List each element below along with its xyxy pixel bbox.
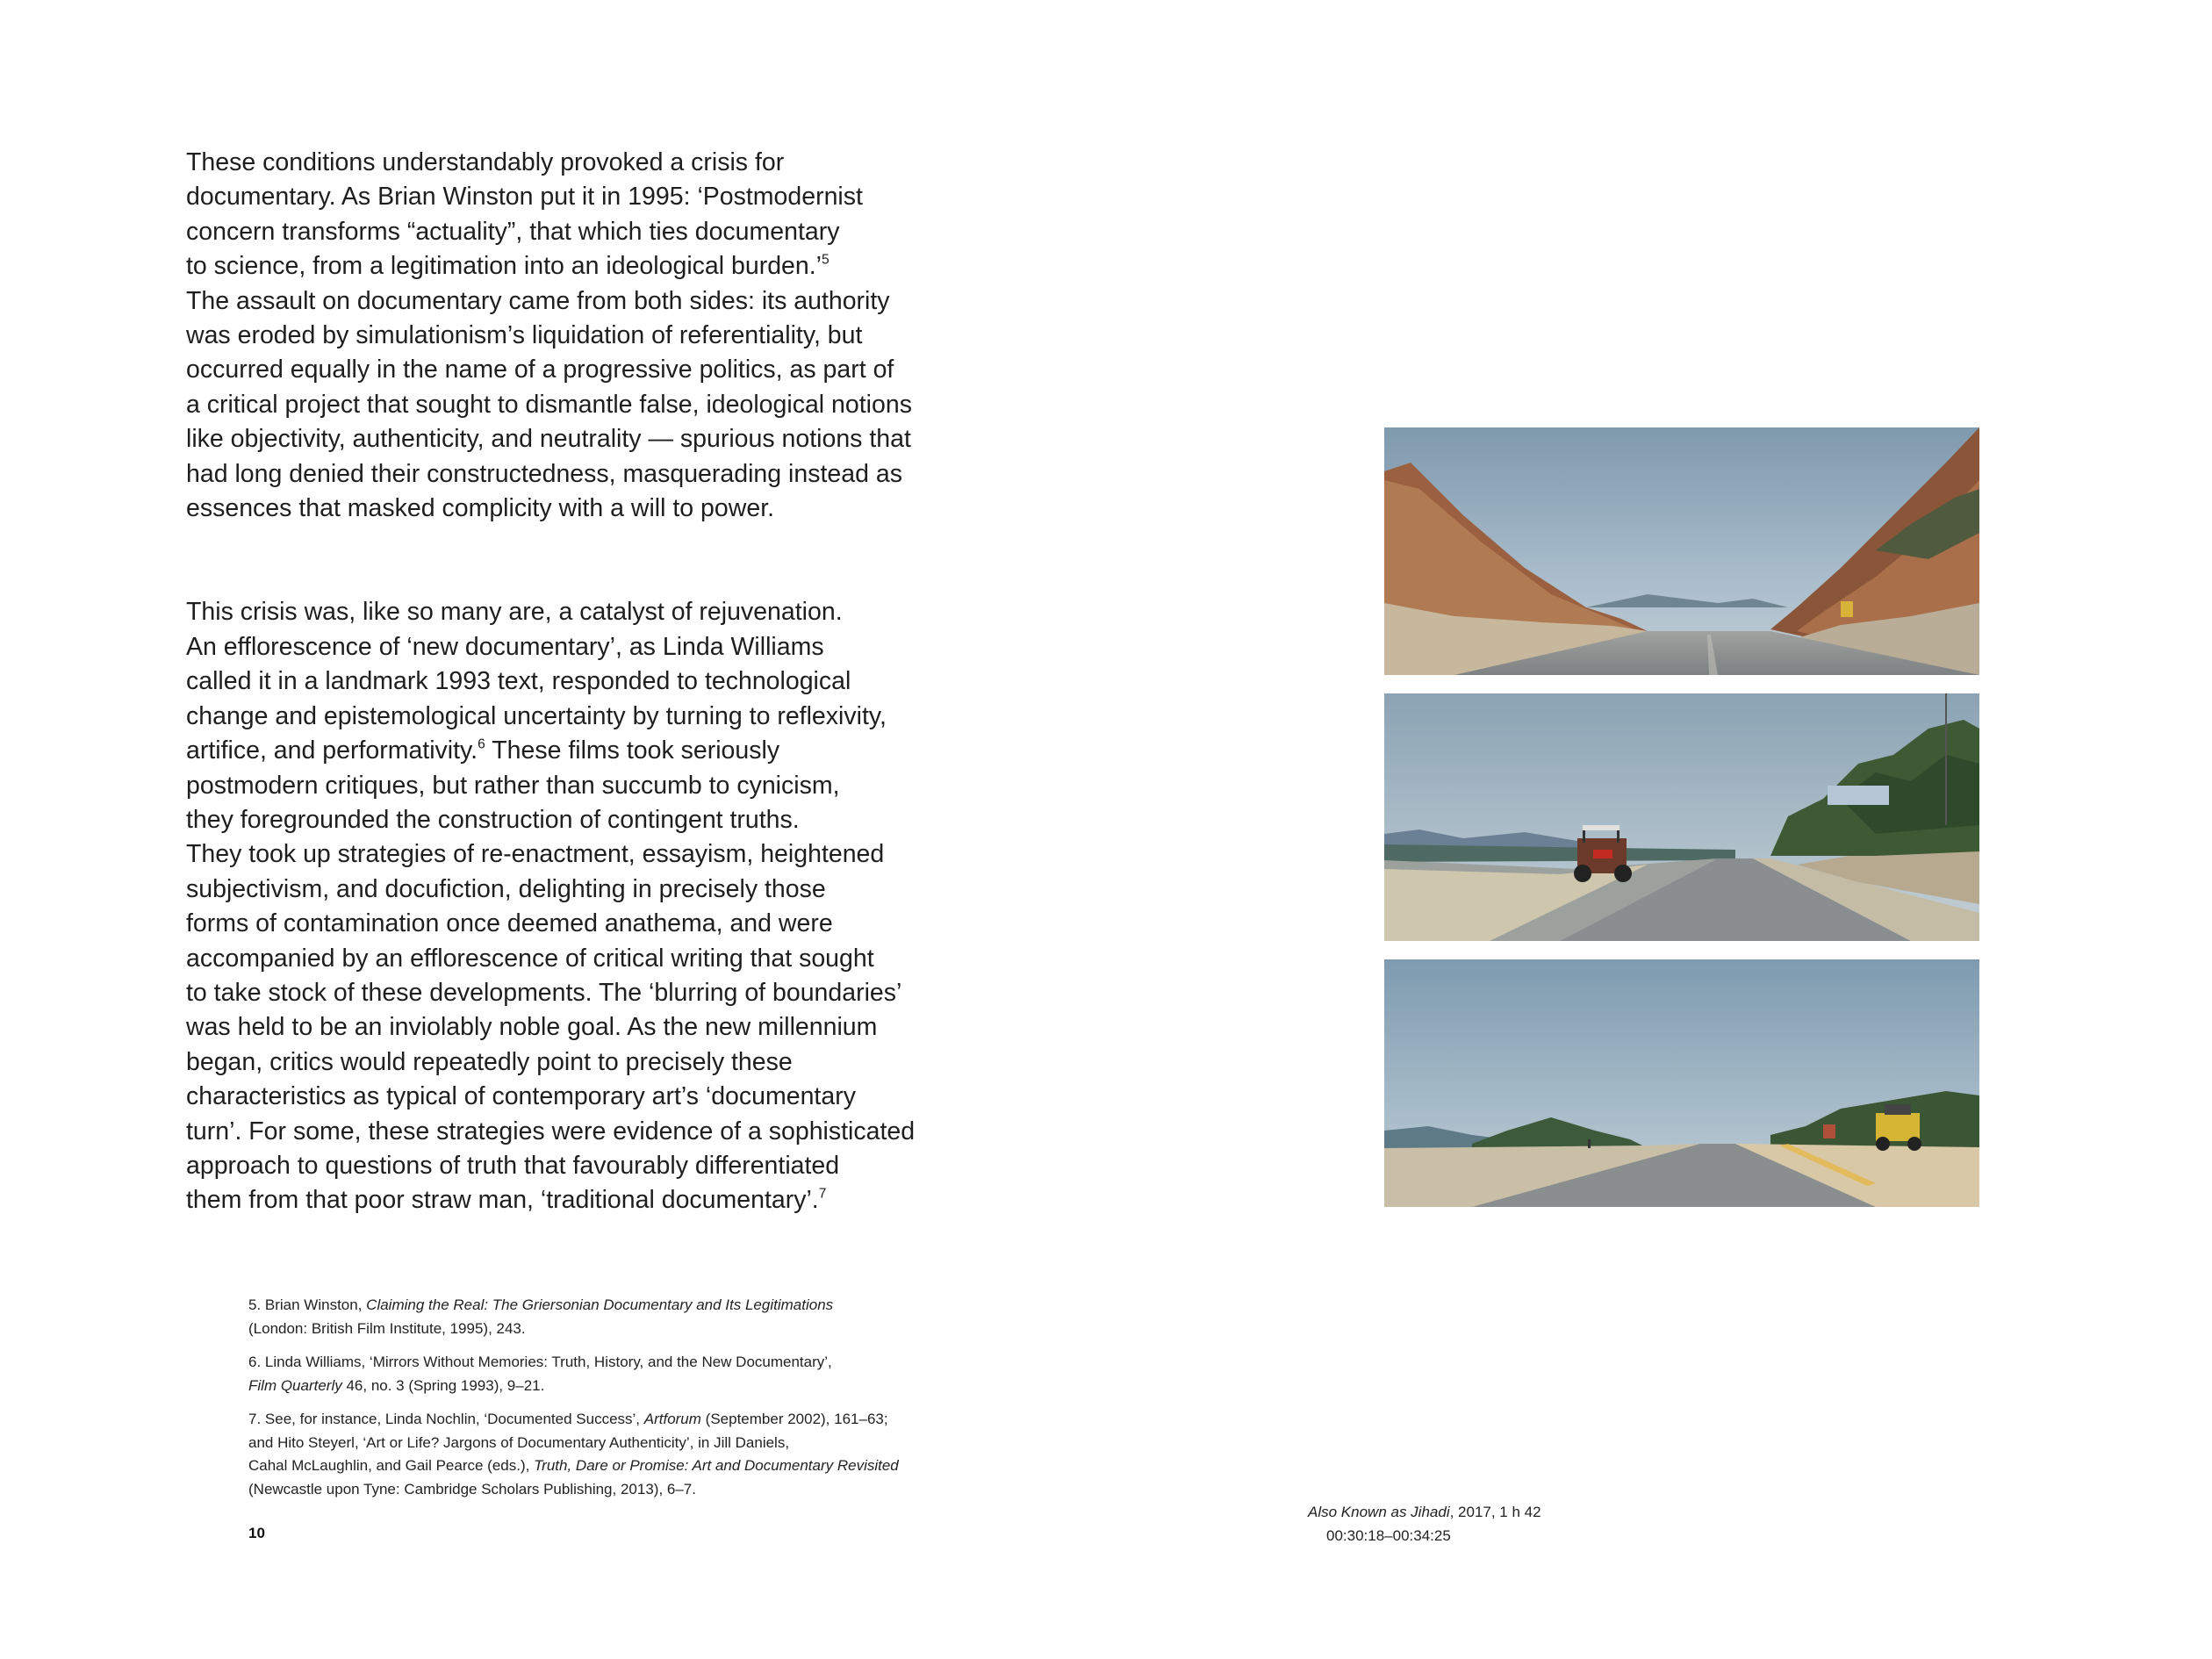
footnote-6 bbox=[248, 1351, 1038, 1397]
footnote-text: Cahal McLaughlin, and Gail Pearce (eds.), bbox=[248, 1457, 535, 1474]
text-line: change and epistemological uncertainty by turning to reflexivity, bbox=[186, 701, 887, 730]
footnote-text: 7. See, for instance, Linda Nochlin, ‘Documented Success’, bbox=[248, 1411, 644, 1427]
caption-title: Also Known as Jihadi bbox=[1308, 1504, 1450, 1520]
text-line: occurred equally in the name of a progressive politics, as part of bbox=[186, 356, 894, 384]
text-line-content: to science, from a legitimation into an ideological burden.’ bbox=[186, 252, 822, 281]
footnote-text: 46, no. 3 (Spring 1993), 9–21. bbox=[341, 1376, 545, 1394]
text-line: The assault on documentary came from both sides: its authority bbox=[186, 286, 890, 315]
text-line: forms of contamination once deemed anathema, and were bbox=[186, 909, 833, 938]
text-line: An efflorescence of ‘new documentary’, as Linda Williams bbox=[186, 632, 824, 661]
road-construction-image bbox=[1384, 959, 1979, 1207]
film-still-1 bbox=[1384, 427, 1979, 675]
text-line: a critical project that sought to dismantle false, ideological notions bbox=[186, 390, 912, 419]
text-line: documentary. As Brian Winston put it in 1995: ‘Postmodernist bbox=[186, 183, 863, 212]
text-line bbox=[186, 1183, 976, 1217]
road-tractor-image bbox=[1384, 693, 1979, 941]
paragraph-2 bbox=[186, 595, 976, 1217]
text-line: postmodern critiques, but rather than succumb to cynicism, bbox=[186, 771, 840, 800]
text-line: accompanied by an efflorescence of critical writing that sought bbox=[186, 944, 874, 973]
text-line: was eroded by simulationism’s liquidation of referentiality, but bbox=[186, 321, 863, 350]
paragraph-1 bbox=[186, 146, 976, 526]
road-cut-cliffs-image bbox=[1384, 427, 1979, 675]
film-still-2 bbox=[1384, 693, 1979, 941]
footnote-7 bbox=[248, 1408, 1038, 1501]
image-caption bbox=[1308, 1501, 1541, 1548]
footnote-line bbox=[248, 1408, 1038, 1432]
footnote-5 bbox=[248, 1294, 1038, 1340]
text-line-content: These films took seriously bbox=[485, 736, 780, 765]
footnote-title: Truth, Dare or Promise: Art and Documentary Revisited bbox=[534, 1457, 899, 1474]
film-still-3 bbox=[1384, 959, 1979, 1207]
footnote-line: 6. Linda Williams, ‘Mirrors Without Memories: Truth, History, and the New Documentary’, bbox=[248, 1354, 832, 1370]
text-line-content: artifice, and performativity. bbox=[186, 736, 478, 765]
text-line: like objectivity, authenticity, and neutrality — spurious notions that bbox=[186, 425, 911, 454]
text-line: was held to be an inviolably noble goal. As the new millennium bbox=[186, 1013, 878, 1042]
caption-timecode: 00:30:18–00:34:25 bbox=[1326, 1526, 1451, 1544]
text-line: to take stock of these developments. The ‘blurring of boundaries’ bbox=[186, 978, 902, 1007]
footnote-ref-5: 5 bbox=[822, 252, 830, 268]
footnote-title: Artforum bbox=[643, 1411, 701, 1427]
footnote-title: Claiming the Real: The Griersonian Documentary and Its Legitimations bbox=[366, 1296, 834, 1313]
text-line: subjectivism, and docufiction, delighting in precisely those bbox=[186, 874, 826, 903]
body-text bbox=[186, 146, 976, 1218]
text-line: This crisis was, like so many are, a catalyst of rejuvenation. bbox=[186, 598, 843, 627]
text-line: They took up strategies of re-enactment, essayism, heightened bbox=[186, 840, 885, 869]
text-line bbox=[186, 734, 976, 768]
text-line: began, critics would repeatedly point to precisely these bbox=[186, 1047, 793, 1076]
text-line: essences that masked complicity with a will to power. bbox=[186, 494, 775, 523]
page-number: 10 bbox=[248, 1525, 265, 1541]
text-line-content: them from that poor straw man, ‘traditional documentary’. bbox=[186, 1186, 819, 1215]
footnote-line bbox=[248, 1375, 1038, 1398]
text-line: called it in a landmark 1993 text, responded to technological bbox=[186, 667, 851, 696]
footnote-text: (September 2002), 161–63; bbox=[700, 1411, 888, 1427]
text-line: approach to questions of truth that favourably differentiated bbox=[186, 1151, 840, 1180]
footnote-text: 5. Brian Winston, bbox=[248, 1296, 367, 1313]
footnote-line: (Newcastle upon Tyne: Cambridge Scholars Publishing, 2013), 6–7. bbox=[248, 1480, 696, 1497]
text-line: had long denied their constructedness, masquerading instead as bbox=[186, 459, 902, 488]
text-line: These conditions understandably provoked a crisis for bbox=[186, 148, 785, 176]
footnote-line bbox=[248, 1294, 1038, 1318]
text-line: concern transforms “actuality”, that which ties documentary bbox=[186, 217, 840, 246]
footnote-ref-7: 7 bbox=[818, 1186, 827, 1202]
text-line: characteristics as typical of contemporary art’s ‘documentary bbox=[186, 1082, 856, 1111]
text-line: they foregrounded the construction of contingent truths. bbox=[186, 805, 800, 834]
caption-line bbox=[1308, 1501, 1541, 1525]
caption-details: , 2017, 1 h 42 bbox=[1449, 1504, 1541, 1520]
text-line: turn’. For some, these strategies were evidence of a sophisticated bbox=[186, 1117, 916, 1146]
footnote-line bbox=[248, 1454, 1038, 1478]
text-line bbox=[186, 249, 976, 284]
footnote-ref-6: 6 bbox=[478, 736, 485, 752]
footnote-line: (London: British Film Institute, 1995), 243. bbox=[248, 1319, 526, 1337]
footnote-title: Film Quarterly bbox=[248, 1376, 342, 1394]
footnotes bbox=[248, 1294, 1038, 1512]
footnote-line: and Hito Steyerl, ‘Art or Life? Jargons of Documentary Authenticity’, in Jill Daniels, bbox=[248, 1433, 790, 1451]
